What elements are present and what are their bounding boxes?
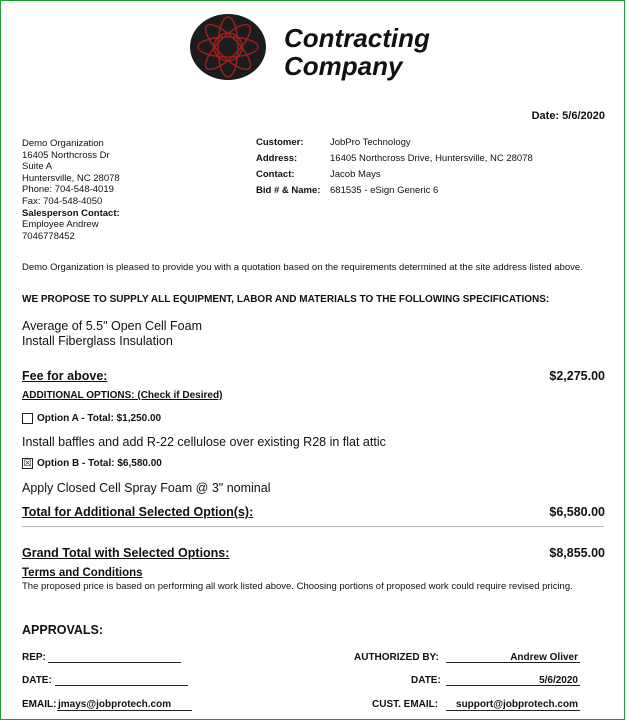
spec-list xyxy=(22,319,202,349)
option-a-label: Option A - Total: $1,250.00 xyxy=(37,413,162,424)
approvals-heading: APPROVALS: xyxy=(22,623,104,637)
bid-row xyxy=(256,183,533,199)
options-total-amount: $6,580.00 xyxy=(549,505,605,519)
spec-item: Install Fiberglass Insulation xyxy=(22,334,173,348)
customer-label: Customer: xyxy=(256,137,304,148)
additional-options-heading: ADDITIONAL OPTIONS: (Check if Desired) xyxy=(22,390,223,401)
authorized-value: Andrew Oliver xyxy=(510,652,578,663)
address-label: Address: xyxy=(256,153,298,164)
date-label: Date: xyxy=(531,110,560,122)
propose-heading: WE PROPOSE TO SUPPLY ALL EQUIPMENT, LABOR AND MATERIALS TO THE FOLLOWING SPECIFICATIONS: xyxy=(22,294,550,305)
cust-email-label: CUST. EMAIL: xyxy=(372,699,439,710)
grand-total-label: Grand Total with Selected Options: xyxy=(22,546,230,560)
options-total-label: Total for Additional Selected Option(s): xyxy=(22,505,254,519)
contact-row xyxy=(256,167,533,183)
date-right-value: 5/6/2020 xyxy=(539,675,578,686)
terms-text: The proposed price is based on performing all work listed above. Choosing portions of proposed work could require revised pricing. xyxy=(22,581,573,592)
salesperson-phone: 7046778452 xyxy=(22,230,75,242)
email-line xyxy=(57,698,192,711)
address-value: 16405 Northcross Drive, Huntersville, NC 28078 xyxy=(330,153,533,164)
intro-text: Demo Organization is pleased to provide you with a quotation based on the requirements determined at the site address listed above. xyxy=(22,262,583,273)
address-row xyxy=(256,151,533,167)
rep-label: REP: xyxy=(22,652,46,663)
org-address1: 16405 Northcross Dr xyxy=(22,149,110,161)
customer-row xyxy=(256,135,533,151)
salesperson-label: Salesperson Contact: xyxy=(22,207,120,219)
company-name xyxy=(284,24,430,80)
divider xyxy=(22,526,604,527)
document-date xyxy=(532,110,605,122)
terms-heading: Terms and Conditions xyxy=(22,567,143,579)
salesperson-name: Employee Andrew xyxy=(22,219,99,231)
grand-total-amount: $8,855.00 xyxy=(549,546,605,560)
company-name-line1: Contracting xyxy=(284,23,430,53)
rep-signature-line[interactable] xyxy=(48,650,181,663)
cust-email-value: support@jobprotech.com xyxy=(456,699,578,710)
company-logo xyxy=(188,12,268,82)
org-address2: Suite A xyxy=(22,161,53,173)
org-fax: Fax: 704-548-4050 xyxy=(22,195,103,207)
bid-label: Bid # & Name: xyxy=(256,185,321,196)
email-value: jmays@jobprotech.com xyxy=(58,699,172,710)
contact-value: Jacob Mays xyxy=(330,169,381,180)
customer-value: JobPro Technology xyxy=(330,137,411,148)
option-b-description: Apply Closed Cell Spray Foam @ 3" nominal xyxy=(22,481,271,495)
organization-block xyxy=(22,138,120,242)
option-b-label: Option B - Total: $6,580.00 xyxy=(37,458,162,469)
fee-label: Fee for above: xyxy=(22,369,108,383)
option-b xyxy=(22,458,162,469)
option-a xyxy=(22,413,161,424)
email-label: EMAIL: xyxy=(22,699,57,710)
option-a-description: Install baffles and add R-22 cellulose over existing R28 in flat attic xyxy=(22,435,386,449)
option-a-checkbox[interactable] xyxy=(22,413,33,424)
contact-label: Contact: xyxy=(256,169,295,180)
bid-value: 681535 - eSign Generic 6 xyxy=(330,185,439,196)
option-b-checkbox[interactable]: ☒ xyxy=(23,458,32,468)
org-city: Huntersville, NC 28078 xyxy=(22,172,120,184)
date-value: 5/6/2020 xyxy=(562,110,605,122)
org-name: Demo Organization xyxy=(22,138,104,149)
customer-block xyxy=(256,135,533,199)
authorized-label: AUTHORIZED BY: xyxy=(354,652,439,663)
company-name-line2: Company xyxy=(284,51,403,81)
org-phone: Phone: 704-548-4019 xyxy=(22,184,114,196)
date-right-label: DATE: xyxy=(411,675,441,686)
date-left-line[interactable] xyxy=(55,673,188,686)
spec-item: Average of 5.5" Open Cell Foam xyxy=(22,319,202,333)
date-left-label: DATE: xyxy=(22,675,52,686)
fee-amount: $2,275.00 xyxy=(549,369,605,383)
